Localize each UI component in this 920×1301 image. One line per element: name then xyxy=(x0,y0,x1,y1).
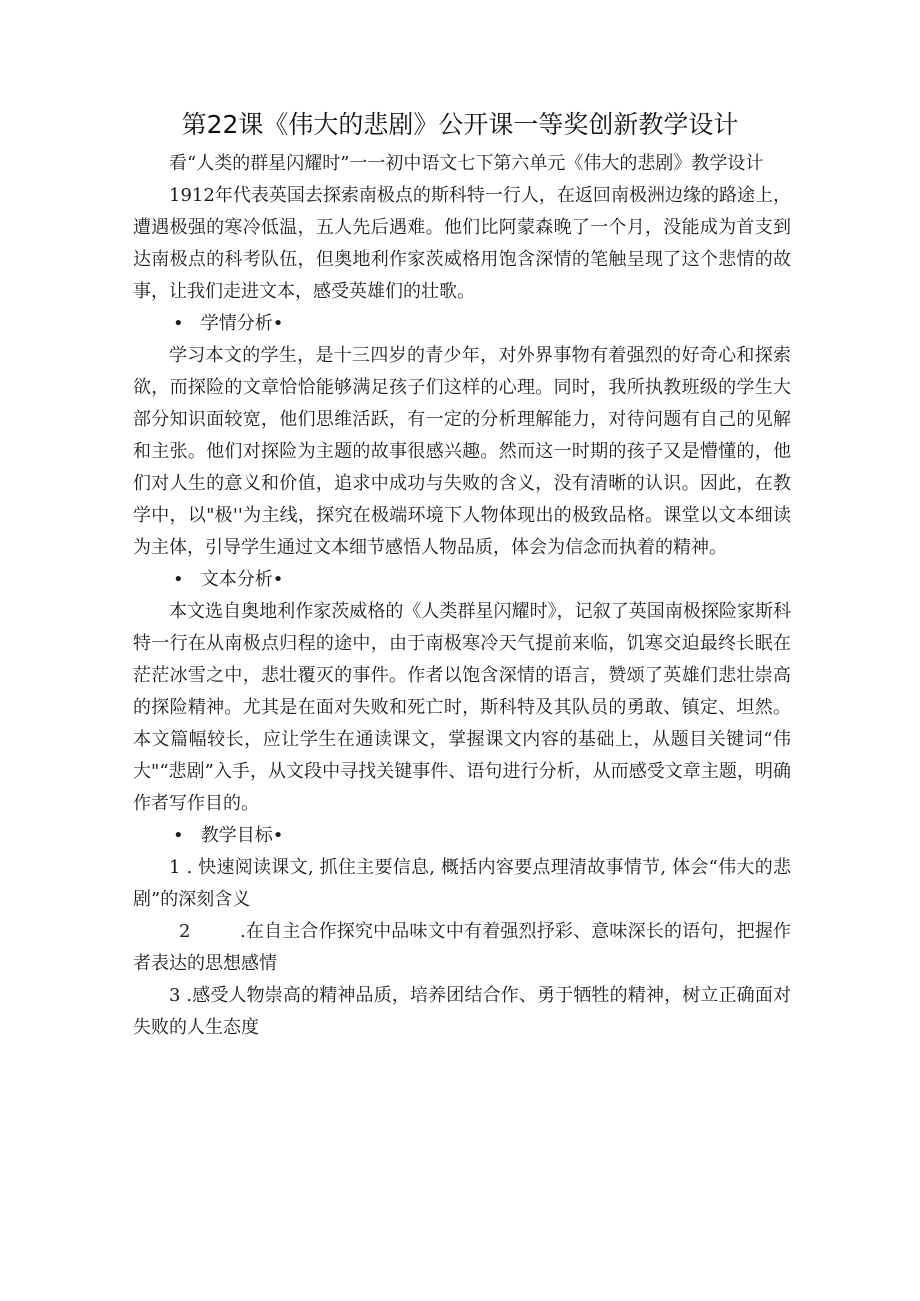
student-analysis-heading: • 学情分析• xyxy=(173,313,284,334)
document-body xyxy=(133,148,791,1044)
document-title: 第22课《伟大的悲剧》公开课一等奖创新教学设计 xyxy=(181,110,739,139)
text-analysis-paragraph: 本文选自奥地利作家茨威格的《人类群星闪耀时》，记叙了英国南极探险家斯科特一行在从南极点归程的途中，由于南极寒冷天气提前来临，饥寒交迫最终长眠在茫茫冰雪之中，悲壮覆灭的事件。作者以饱含深情的语言，赞颂了英雄们悲壮崇高的探险精神。尤其是在面对失败和死亡时，斯科特及其队员的勇敢、镇定、坦然。本文篇幅较长，应让学生在通读课文，掌握课文内容的基础上，从题目关键词“伟大"“悲剧”入手，从文段中寻找关键事件、语句进行分析，从而感受文章主题，明确作者写作目的。 xyxy=(133,601,791,814)
teaching-goal-2 xyxy=(133,916,791,980)
teaching-goal-3: 3 .感受人物崇高的精神品质，培养团结合作、勇于牺牲的精神，树立正确面对失败的人生态度 xyxy=(133,985,791,1038)
text-analysis-heading: • 文本分析• xyxy=(173,569,284,590)
teaching-goal-2-text: .在自主合作探究中品味文中有着强烈抒彩、意味深长的语句，把握作者表达的思想感情 xyxy=(133,921,791,974)
student-analysis-paragraph: 学习本文的学生，是十三四岁的青少年，对外界事物有着强烈的好奇心和探索欲，而探险的文章恰恰能够满足孩子们这样的心理。同时，我所执教班级的学生大部分知识面较宽，他们思维活跃，有一定的分析理解能力，对待问题有自己的见解和主张。他们对探险为主题的故事很感兴趣。然而这一时期的孩子又是懵懂的，他们对人生的意义和价值，追求中成功与失败的含义，没有清晰的认识。因此，在教学中，以"极''为主线，探究在极端环境下人物体现出的极致品格。课堂以文本细读为主体，引导学生通过文本细节感悟人物品质，体会为信念而执着的精神。 xyxy=(133,345,791,558)
teaching-goal-2-number: 2 xyxy=(179,921,191,942)
teaching-goal-1: 1 . 快速阅读课文, 抓住主要信息, 概括内容要点理清故事情节, 体会“伟大的悲剧”的深刻含义 xyxy=(133,857,791,910)
subtitle-paragraph: 看“人类的群星闪耀时”一一初中语文七下第六单元《伟大的悲剧》教学设计 xyxy=(169,153,764,174)
intro-paragraph: 1912年代表英国去探索南极点的斯科特一行人，在返回南极洲边缘的路途上，遭遇极强的寒冷低温，五人先后遇难。他们比阿蒙森晚了一个月，没能成为首支到达南极点的科考队伍，但奥地利作家茨威格用饱含深情的笔触呈现了这个悲情的故事，让我们走进文本，感受英雄们的壮歌。 xyxy=(133,185,791,302)
teaching-goals-heading: • 教学目标• xyxy=(173,825,284,846)
